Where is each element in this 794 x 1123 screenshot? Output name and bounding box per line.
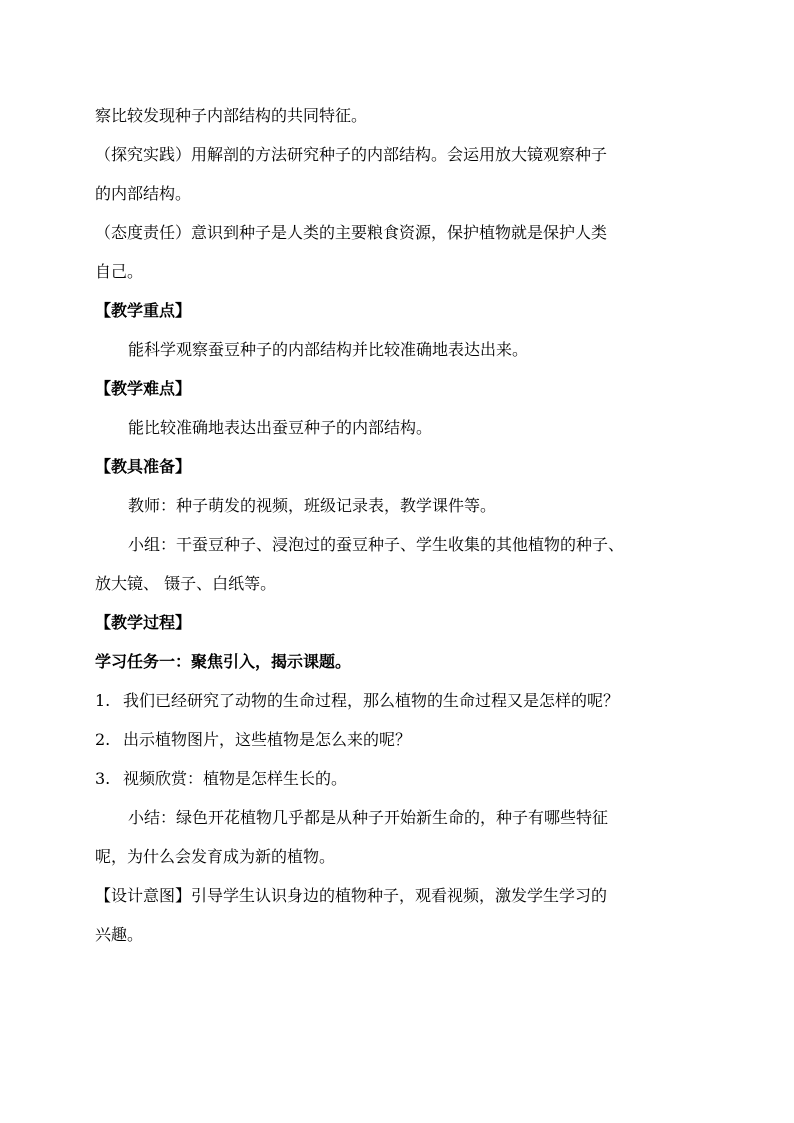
summary-line-1: 小结：绿色开花植物几乎都是从种子开始新生命的，种子有哪些特征	[128, 808, 609, 827]
item-number: 2.	[95, 730, 111, 749]
key-points-text: 能科学观察蚕豆种子的内部结构并比较准确地表达出来。	[128, 340, 529, 359]
item-text: 我们已经研究了动物的生命过程，那么植物的生命过程又是怎样的呢？	[123, 691, 620, 710]
objective-line-4: （态度责任）意识到种子是人类的主要粮食资源，保护植物就是保护人类	[95, 223, 608, 242]
item-number: 3.	[95, 769, 111, 788]
materials-group-line-2: 放大镜、 镊子、白纸等。	[95, 574, 277, 593]
objective-line-2: （探究实践）用解剖的方法研究种子的内部结构。会运用放大镜观察种子	[95, 145, 608, 164]
process-heading: 【教学过程】	[95, 613, 192, 632]
summary-line-2: 呢，为什么会发育成为新的植物。	[95, 847, 336, 866]
design-intent-line-1: 【设计意图】引导学生认识身边的植物种子，观看视频，激发学生学习的	[95, 886, 608, 905]
item-text: 视频欣赏：植物是怎样生长的。	[123, 769, 348, 788]
design-intent-line-2: 兴趣。	[95, 925, 144, 944]
item-text: 出示植物图片，这些植物是怎么来的呢？	[123, 730, 412, 749]
task-one-heading: 学习任务一：聚焦引入，揭示课题。	[95, 652, 352, 671]
document-page	[95, 96, 715, 954]
materials-heading: 【教具准备】	[95, 457, 192, 476]
materials-group-line-1: 小组：干蚕豆种子、浸泡过的蚕豆种子、学生收集的其他植物的种子、	[128, 535, 625, 554]
materials-teacher: 教师：种子萌发的视频，班级记录表，教学课件等。	[128, 496, 497, 515]
key-points-heading: 【教学重点】	[95, 301, 192, 320]
process-item-1	[95, 681, 715, 720]
process-item-2	[95, 720, 715, 759]
objective-line-5: 自己。	[95, 262, 144, 281]
process-item-3	[95, 759, 715, 798]
objective-line-3: 的内部结构。	[95, 184, 192, 203]
difficulties-heading: 【教学难点】	[95, 379, 192, 398]
item-number: 1.	[95, 691, 111, 710]
objective-line-1: 察比较发现种子内部结构的共同特征。	[95, 106, 368, 125]
difficulties-text: 能比较准确地表达出蚕豆种子的内部结构。	[128, 418, 433, 437]
